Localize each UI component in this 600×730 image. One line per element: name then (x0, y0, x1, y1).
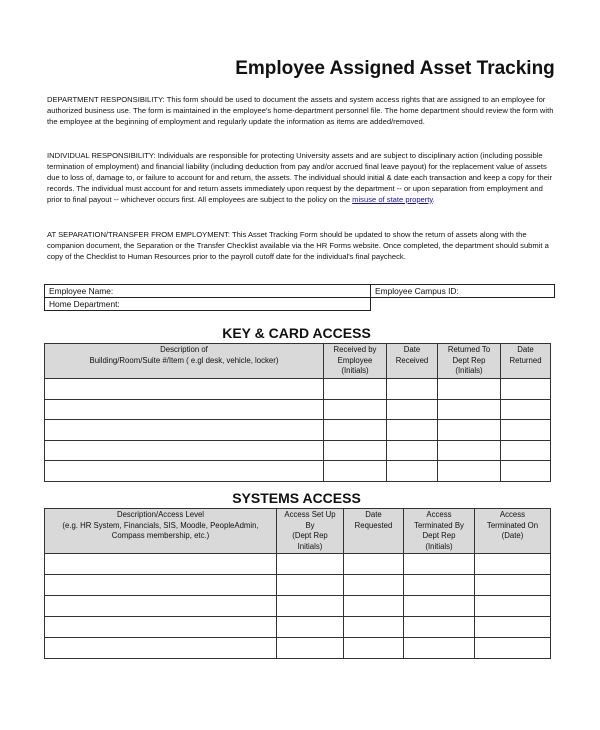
column-header: Access Terminated By Dept Rep (Initials) (404, 509, 475, 554)
column-header: Access Terminated On (Date) (475, 509, 551, 554)
column-header: Returned To Dept Rep (Initials) (438, 344, 501, 379)
period: . (432, 194, 435, 204)
table-cell[interactable] (387, 461, 438, 482)
table-cell[interactable] (501, 399, 551, 420)
table-row (45, 420, 551, 441)
column-header: Date Returned (501, 344, 551, 379)
table-cell[interactable] (475, 596, 551, 617)
table-row (45, 575, 551, 596)
separation-transfer: AT SEPARATION/TRANSFER FROM EMPLOYMENT: This Asset Tracking Form should be updated to show the return of assets along with the companion document, the Separation or the Transfer Checklist available via the HR Forms website. Once completed, the department should submit a copy of the Checklist to Human Resources prior to the payroll cutoff date for the individual's final paycheck. (47, 230, 549, 261)
individual-text: INDIVIDUAL RESPONSIBILITY: Individuals are responsible for protecting University assets and are subject to disciplinary action (including possible termination of employment) and financial liability (including deduction from pay and/or accrued final leave payout) for the replacement value of assets due to loss of, damage to, or failure to account for and return, the assets. The individual should initial & date each transaction and keep a copy for their records. The individual must account for and return assets immediately upon request by the department -- or upon separation from employment and prior to final payout -- whichever occurs first. All employees are subject to the policy on the (47, 151, 553, 204)
column-header: Date Requested (344, 509, 404, 554)
table-cell[interactable] (277, 575, 344, 596)
table-cell[interactable] (387, 420, 438, 441)
table-cell[interactable] (475, 575, 551, 596)
table-cell[interactable] (324, 399, 387, 420)
table-row (45, 399, 551, 420)
home-department-field[interactable]: Home Department: (45, 298, 371, 311)
table-cell[interactable] (45, 596, 277, 617)
table-cell[interactable] (45, 617, 277, 638)
systems-heading: SYSTEMS ACCESS (232, 490, 361, 506)
table-row (45, 617, 551, 638)
table-row (45, 554, 551, 575)
table-cell[interactable] (404, 596, 475, 617)
table-cell[interactable] (45, 440, 324, 461)
table-cell[interactable] (277, 617, 344, 638)
table-cell[interactable] (45, 399, 324, 420)
table-cell[interactable] (45, 461, 324, 482)
table-cell[interactable] (387, 399, 438, 420)
column-header: Description/Access Level (e.g. HR System, Financials, SIS, Moodle, PeopleAdmin, Compass membership, etc.) (45, 509, 277, 554)
table-cell[interactable] (404, 638, 475, 659)
table-cell[interactable] (438, 461, 501, 482)
table-cell[interactable] (404, 554, 475, 575)
table-row (45, 596, 551, 617)
campus-id-box (370, 284, 555, 298)
column-header: Description of Building/Room/Suite #/Item ( e.gl desk, vehicle, locker) (45, 344, 324, 379)
table-cell[interactable] (387, 379, 438, 400)
column-header: Access Set Up By (Dept Rep Initials) (277, 509, 344, 554)
table-cell[interactable] (438, 379, 501, 400)
column-header: Date Received (387, 344, 438, 379)
table-cell[interactable] (501, 420, 551, 441)
table-cell[interactable] (45, 575, 277, 596)
table-cell[interactable] (277, 596, 344, 617)
table-row (45, 461, 551, 482)
table-cell[interactable] (324, 420, 387, 441)
table-cell[interactable] (324, 461, 387, 482)
table-cell[interactable] (344, 638, 404, 659)
page-title: Employee Assigned Asset Tracking (235, 58, 555, 79)
table-cell[interactable] (45, 638, 277, 659)
table-cell[interactable] (45, 420, 324, 441)
table-cell[interactable] (277, 554, 344, 575)
table-cell[interactable] (438, 420, 501, 441)
table-row (45, 638, 551, 659)
key-card-heading: KEY & CARD ACCESS (222, 325, 371, 341)
table-cell[interactable] (404, 575, 475, 596)
table-cell[interactable] (501, 440, 551, 461)
campus-id-field[interactable]: Employee Campus ID: (371, 285, 555, 298)
table-cell[interactable] (501, 379, 551, 400)
table-cell[interactable] (404, 617, 475, 638)
table-cell[interactable] (438, 399, 501, 420)
table-cell[interactable] (475, 554, 551, 575)
misuse-policy-link[interactable]: misuse of state property (352, 194, 433, 204)
column-header: Received by Employee (Initials) (324, 344, 387, 379)
key-card-table (44, 343, 551, 482)
table-cell[interactable] (501, 461, 551, 482)
table-cell[interactable] (344, 575, 404, 596)
table-cell[interactable] (324, 379, 387, 400)
table-cell[interactable] (45, 379, 324, 400)
table-cell[interactable] (344, 554, 404, 575)
systems-table (44, 508, 551, 659)
table-cell[interactable] (45, 554, 277, 575)
table-cell[interactable] (438, 440, 501, 461)
table-cell[interactable] (324, 440, 387, 461)
employee-name-field[interactable]: Employee Name: (45, 285, 371, 298)
department-responsibility: DEPARTMENT RESPONSIBILITY: This form should be used to document the assets and system access rights that are assigned to an employee for authorized business use. The form is maintained in the employee's home-department personnel file. The home department should review the form with the employee at the beginning of employment and regularly update the information as items are added/removed. (47, 95, 554, 126)
employee-info-box (44, 284, 371, 311)
table-cell[interactable] (344, 617, 404, 638)
individual-responsibility (47, 151, 557, 206)
table-row (45, 379, 551, 400)
table-cell[interactable] (344, 596, 404, 617)
table-cell[interactable] (475, 638, 551, 659)
table-cell[interactable] (475, 617, 551, 638)
table-cell[interactable] (277, 638, 344, 659)
table-cell[interactable] (387, 440, 438, 461)
table-row (45, 440, 551, 461)
